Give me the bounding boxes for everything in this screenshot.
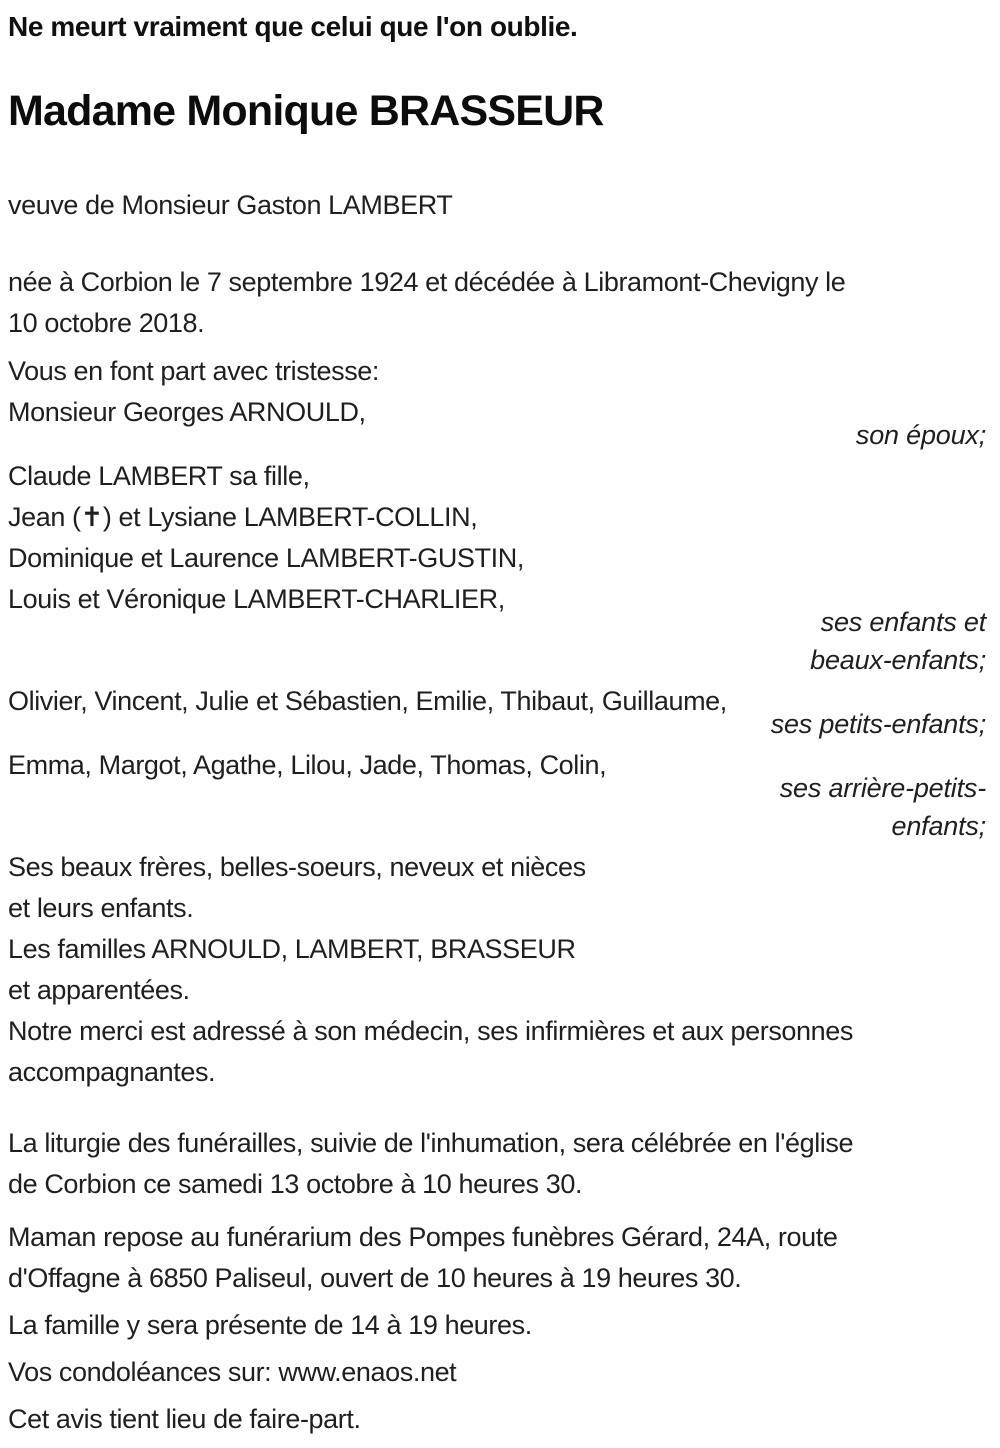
closing-line: Notre merci est adressé à son médecin, ses infirmières et aux personnes — [8, 1016, 853, 1046]
relative-names-line: Jean (✝) et Lysiane LAMBERT-COLLIN, — [8, 502, 478, 532]
closing-line: de Corbion ce samedi 13 octobre à 10 heures 30. — [8, 1169, 583, 1199]
birth-death-line: 10 octobre 2018. — [8, 308, 205, 338]
relationship-label-line: ses petits-enfants; — [770, 709, 986, 739]
relative-names-line: Louis et Véronique LAMBERT-CHARLIER, — [8, 584, 505, 614]
closing-line: Ses beaux frères, belles-soeurs, neveux et nièces — [8, 852, 586, 882]
funeral-home-paragraph — [8, 1217, 986, 1299]
faire-part-paragraph — [8, 1399, 986, 1440]
condolences-url-line: Vos condoléances sur: www.enaos.net — [8, 1357, 457, 1387]
closing-line: Cet avis tient lieu de faire-part. — [8, 1404, 361, 1434]
announcement-intro: Vous en font part avec tristesse: — [8, 356, 380, 386]
deceased-name-title: Madame Monique BRASSEUR — [8, 87, 604, 135]
relationship-label-line: ses arrière-petits- — [779, 773, 986, 803]
closing-line: accompagnantes. — [8, 1057, 216, 1087]
relationship-label-line: beaux-enfants; — [810, 645, 986, 675]
family-group-spouse — [8, 392, 986, 454]
family-group-great-grandchildren — [8, 745, 986, 845]
relative-names-line: Monsieur Georges ARNOULD, — [8, 397, 366, 427]
memorial-quote: Ne meurt vraiment que celui que l'on oublie. — [8, 11, 578, 42]
families-and-thanks-paragraph — [8, 847, 986, 1093]
widow-line: veuve de Monsieur Gaston LAMBERT — [8, 190, 453, 220]
closing-line: La liturgie des funérailles, suivie de l'inhumation, sera célébrée en l'église — [8, 1128, 854, 1158]
funeral-service-paragraph — [8, 1123, 986, 1205]
relationship-label-line: enfants; — [891, 811, 986, 841]
relative-names-line: Olivier, Vincent, Julie et Sébastien, Emilie, Thibaut, Guillaume, — [8, 686, 727, 716]
family-group-grandchildren — [8, 681, 986, 743]
relative-names-line: Dominique et Laurence LAMBERT-GUSTIN, — [8, 543, 524, 573]
closing-line: d'Offagne à 6850 Paliseul, ouvert de 10 heures à 19 heures 30. — [8, 1263, 742, 1293]
closing-line: Les familles ARNOULD, LAMBERT, BRASSEUR — [8, 934, 576, 964]
closing-line: Maman repose au funérarium des Pompes funèbres Gérard, 24A, route — [8, 1222, 838, 1252]
closing-line: La famille y sera présente de 14 à 19 heures. — [8, 1310, 532, 1340]
condolences-paragraph — [8, 1352, 986, 1393]
relationship-label-line: son époux; — [855, 420, 986, 450]
birth-death-paragraph — [8, 262, 986, 344]
relative-names-line: Claude LAMBERT sa fille, — [8, 461, 310, 491]
family-group-children — [8, 456, 986, 679]
relative-names-line: Emma, Margot, Agathe, Lilou, Jade, Thomas, Colin, — [8, 750, 607, 780]
relationship-label-line: ses enfants et — [820, 607, 986, 637]
closing-line: et apparentées. — [8, 975, 190, 1005]
closing-line: et leurs enfants. — [8, 893, 194, 923]
birth-death-line: née à Corbion le 7 septembre 1924 et décédée à Libramont-Chevigny le — [8, 267, 846, 297]
family-presence-paragraph — [8, 1305, 986, 1346]
